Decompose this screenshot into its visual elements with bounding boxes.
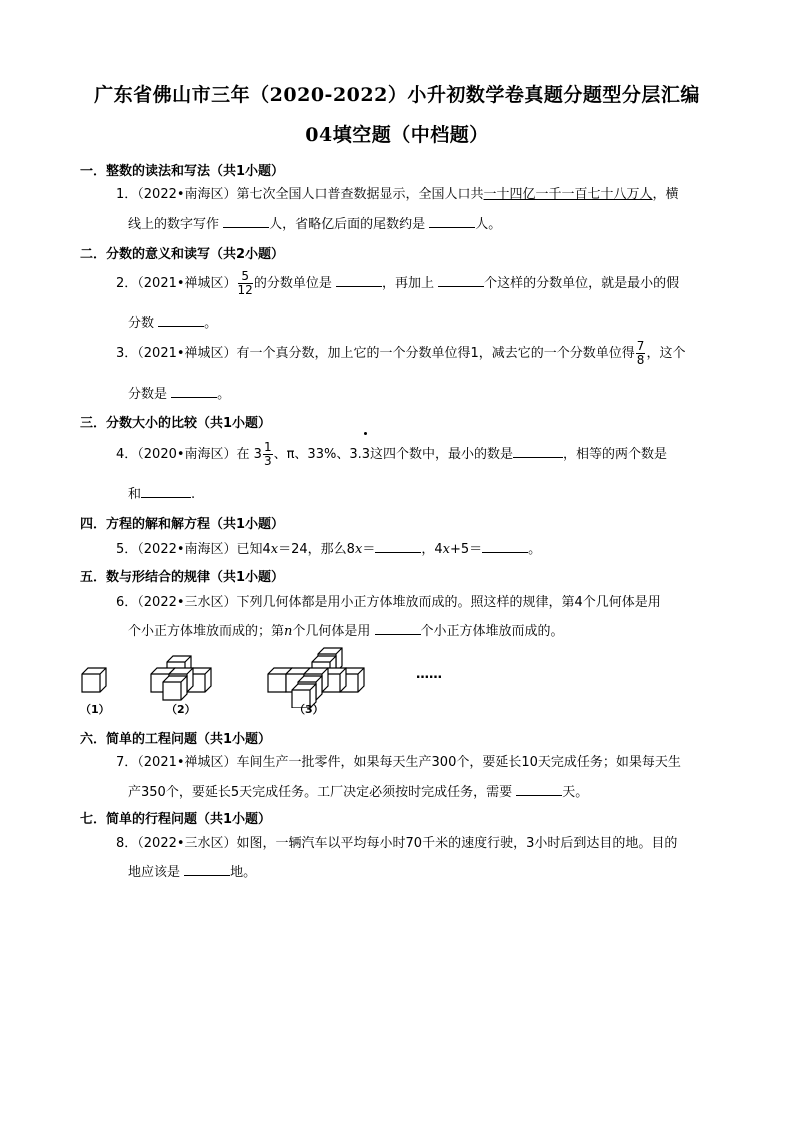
section-heading-4: 四．方程的解和解方程（共1小题） [80,517,285,532]
answer-blank[interactable] [184,862,230,876]
q3-text-b: ，这个 [646,346,686,361]
answer-blank[interactable] [158,313,204,327]
q8-text-c: 地。 [230,865,257,880]
answer-blank[interactable] [223,214,269,228]
q2-text-c: ，再加上 [381,276,439,291]
fraction-5-12: $\frac{5}{12}$ [237,269,253,297]
q8-text-b: 地应该是 [128,865,185,880]
answer-blank[interactable] [141,484,191,498]
q5-text-f: 。 [528,542,542,557]
q1-text-d: 人，省略亿后面的尾数约是 [269,217,430,232]
variable-x: x [354,542,363,557]
q1-text-e: 人。 [475,217,502,232]
answer-blank[interactable] [438,273,484,287]
figure-label-1: （1） [80,703,110,716]
q1-text-c: 线上的数字写作 [128,217,224,232]
fraction-1-3: $\frac{1}{3}$ [263,440,272,468]
page-subtitle: 04填空题（中档题） [305,124,489,146]
variable-x: x [442,542,450,557]
q5-text-e: +5＝ [449,542,483,557]
repeating-digit: 3 [362,440,370,470]
q5-text-a: 5．（2022•南海区）已知4 [116,542,271,557]
q4-text-e: 和 [128,487,142,502]
q1-underlined-text: 一十四亿一千一百七十八万人 [483,187,653,202]
q4-text-a: 4．（2020•南海区）在 [116,447,250,462]
answer-blank[interactable] [429,214,475,228]
q2-text-d: 个这样的分数单位，就是最小的假 [484,276,680,291]
fraction-7-8: $\frac{7}{8}$ [636,339,645,367]
question-8-line2 [128,862,256,882]
question-1-line1 [116,186,679,204]
page-title: 广东省佛山市三年（2020-2022）小升初数学卷真题分题型分层汇编 [94,84,700,106]
q4-text-d: ，相等的两个数是 [563,447,668,462]
question-1-line2 [128,214,501,234]
q3-text-d: 。 [217,387,231,402]
figure-label-2: （2） [166,703,196,716]
q5-text-c: ＝ [362,542,376,557]
question-8-line1 [116,835,677,853]
question-7-line1 [116,754,681,772]
q5-text-b: ＝24，那么8 [278,542,355,557]
question-4-line2 [128,484,195,504]
answer-blank[interactable] [375,621,421,635]
figure-label-3: （3） [294,703,324,716]
q7-text-a: 7．（2021•禅城区）车间生产一批零件，如果每天生产300个，要延长10天完成任务；如果每天生 [116,755,681,770]
question-6-line2 [128,621,564,641]
q2-text-e: 分数 [128,316,159,331]
q6-text-d: 个小正方体堆放而成的。 [420,624,564,639]
question-2-line1 [116,270,679,298]
q6-text-a: 6．（2022•三水区）下列几何体都是用小正方体堆放而成的。照这样的规律，第4个几何体是用 [116,595,661,610]
q7-text-b: 产350个，要延长5天完成任务。工厂决定必须按时完成任务，需要 [128,785,517,800]
q3-text-a: 3．（2021•禅城区）有一个真分数，加上它的一个分数单位得1，减去它的一个分数单位得 [116,346,635,361]
figure-ellipsis: …… [416,667,442,682]
q4-text-f: . [191,487,196,502]
q4-text-b: 、π、33%、3. [273,447,362,462]
answer-blank[interactable] [375,539,421,553]
section-heading-6: 六．简单的工程问题（共1小题） [80,732,272,747]
q7-text-c: 天。 [562,785,589,800]
question-6-line1 [116,594,661,612]
q4-text-c: 这四个数中，最小的数是 [370,447,514,462]
variable-n: n [284,624,293,639]
cube-figure-1 [82,668,106,692]
section-heading-5: 五．数与形结合的规律（共1小题） [80,570,285,585]
answer-blank[interactable] [482,539,528,553]
question-3-line1 [116,340,685,368]
question-3-line2 [128,384,230,404]
q1-text-b: ，横 [652,187,679,202]
answer-blank[interactable] [336,273,382,287]
q8-text-a: 8．（2022•三水区）如图，一辆汽车以平均每小时70千米的速度行驶，3小时后到达目的地。目的 [116,836,678,851]
answer-blank[interactable] [516,782,562,796]
section-heading-1: 一．整数的读法和写法（共1小题） [80,164,285,179]
q2-text-a: 2．（2021•禅城区） [116,276,237,291]
variable-x: x [270,542,279,557]
q2-text-f: 。 [204,316,218,331]
section-heading-2: 二．分数的意义和读写（共2小题） [80,247,285,262]
answer-blank[interactable] [171,384,217,398]
question-2-line2 [128,313,217,333]
q6-text-c: 个几何体是用 [292,624,375,639]
q3-text-c: 分数是 [128,387,172,402]
cube-figure-3 [268,648,364,708]
q5-text-d: ，4 [421,542,443,557]
question-5-line1 [116,539,541,559]
q2-text-b: 的分数单位是 [253,276,336,291]
cube-figures [74,646,454,708]
mixed-number-whole: 3 [253,447,262,462]
section-heading-7: 七．简单的行程问题（共1小题） [80,812,272,827]
question-4-line1 [116,440,667,470]
answer-blank[interactable] [513,444,563,458]
section-heading-3: 三．分数大小的比较（共1小题） [80,416,272,431]
cube-figure-2 [151,656,211,700]
question-7-line2 [128,782,588,802]
q6-text-b: 个小正方体堆放而成的；第 [128,624,285,639]
q1-text-a: 1．（2022•南海区）第七次全国人口普查数据显示，全国人口共 [116,187,484,202]
